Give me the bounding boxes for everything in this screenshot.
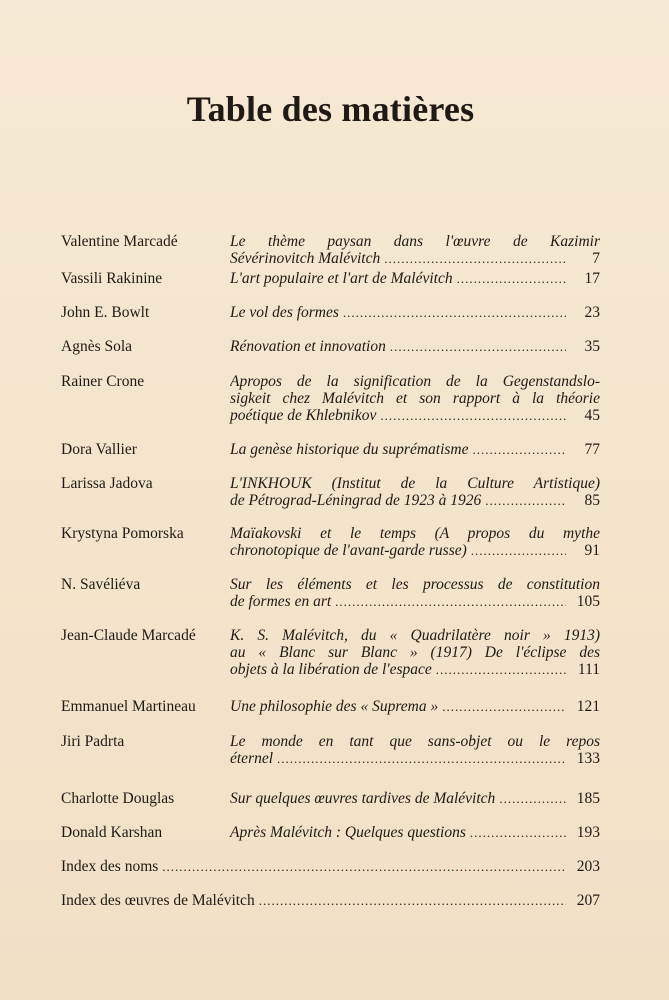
entry-title-line: de Pétrograd-Léningrad de 1923 à 1926 (230, 492, 482, 509)
page-number: 133 (576, 750, 600, 767)
entry-author: Charlotte Douglas (61, 790, 175, 807)
entry-title-line: Rénovation et innovation (230, 338, 386, 355)
entry-title-line: Le thème paysan dans l'œuvre de Kazimir (230, 233, 600, 250)
entry-title-line: de formes en art (230, 593, 332, 610)
entry-title-line: Le monde en tant que sans-objet ou le repos (230, 733, 600, 750)
entry-title-line: au « Blanc sur Blanc » (1917) De l'éclipse des (230, 644, 600, 661)
entry-title (230, 576, 600, 610)
entry-author: Emmanuel Martineau (61, 698, 196, 715)
entry-title-line: L'art populaire et l'art de Malévitch (230, 270, 453, 287)
entry-title-last-line (230, 790, 600, 807)
entry-title (230, 233, 600, 267)
entry-title-last-line (230, 441, 600, 458)
index-entry (61, 892, 600, 910)
dot-leader (162, 859, 566, 875)
page-number: 35 (584, 338, 600, 355)
dot-leader (335, 593, 566, 610)
entry-author: Dora Vallier (61, 441, 137, 458)
entry-title-line: Apropos de la signification de la Gegenstandslo- (230, 373, 600, 390)
entry-title (230, 627, 600, 678)
entry-title-last-line (230, 338, 600, 355)
entry-author: Jiri Padrta (61, 733, 125, 750)
dot-leader (343, 304, 566, 321)
page-number: 17 (584, 270, 600, 287)
entry-title-last-line (230, 750, 600, 767)
entry-title (230, 475, 600, 509)
index-label: Index des noms (61, 858, 159, 875)
entry-title-last-line (230, 542, 600, 559)
page-number: 121 (576, 698, 600, 715)
entry-title-line: poétique de Khlebnikov (230, 407, 377, 424)
entry-title (230, 790, 600, 807)
entry-author: Rainer Crone (61, 373, 145, 390)
entry-author: N. Savéliéva (61, 576, 141, 593)
entry-title-last-line (230, 270, 600, 287)
dot-leader (436, 661, 566, 678)
entry-title-line: La genèse historique du suprématisme (230, 441, 469, 458)
dot-leader (380, 407, 566, 424)
entry-title-last-line (230, 698, 600, 715)
entry-title-last-line (230, 304, 600, 321)
entry-title (230, 525, 600, 559)
dot-leader (471, 542, 566, 559)
entry-author: Jean-Claude Marcadé (61, 627, 196, 644)
dot-leader (390, 338, 566, 355)
entry-title-line: L'INKHOUK (Institut de la Culture Artistique) (230, 475, 600, 492)
entry-title-last-line (230, 593, 600, 610)
page-number: 91 (584, 542, 600, 559)
page-number: 203 (576, 858, 600, 875)
page-number: 111 (577, 661, 600, 678)
page-number: 185 (576, 790, 600, 807)
entry-author: Larissa Jadova (61, 475, 153, 492)
page-number: 193 (576, 824, 600, 841)
entry-title (230, 338, 600, 355)
entry-title-line: Sévérinovitch Malévitch (230, 250, 381, 267)
entry-title-line: Maïakovski et le temps (A propos du mythe (230, 525, 600, 542)
dot-leader (457, 270, 566, 287)
entry-author: Donald Karshan (61, 824, 163, 841)
entry-title-line: sigkeit chez Malévitch et son rapport à la théorie (230, 390, 600, 407)
entry-title-last-line (230, 492, 600, 509)
page-number: 105 (576, 593, 600, 610)
dot-leader (384, 250, 566, 267)
entry-title-last-line (230, 407, 600, 424)
entry-title (230, 441, 600, 458)
entry-title-line: Une philosophie des « Suprema » (230, 698, 439, 715)
entry-title (230, 270, 600, 287)
dot-leader (473, 441, 566, 458)
entry-title-line: Le vol des formes (230, 304, 339, 321)
index-entry (61, 858, 600, 876)
entry-title (230, 304, 600, 321)
entry-author: John E. Bowlt (61, 304, 150, 321)
page-number: 77 (584, 441, 600, 458)
entry-title-line: éternel (230, 750, 274, 767)
dot-leader (499, 790, 566, 807)
page-number: 45 (584, 407, 600, 424)
entry-title (230, 373, 600, 424)
dot-leader (259, 893, 566, 909)
entry-title (230, 733, 600, 767)
entry-title-line: objets à la libération de l'espace (230, 661, 432, 678)
entry-title-line: Après Malévitch : Quelques questions (230, 824, 466, 841)
page-title: Table des matières (186, 89, 475, 129)
entry-title-line: chronotopique de l'avant-garde russe) (230, 542, 467, 559)
entry-title-last-line (230, 661, 600, 678)
entry-author: Agnès Sola (61, 338, 133, 355)
entry-title-line: Sur les éléments et les processus de constitution (230, 576, 600, 593)
page-number: 7 (592, 250, 600, 267)
page-number: 23 (584, 304, 600, 321)
entry-title (230, 824, 600, 841)
dot-leader (277, 750, 566, 767)
entry-title (230, 698, 600, 715)
entry-author: Krystyna Pomorska (61, 525, 184, 542)
index-label: Index des œuvres de Malévitch (61, 892, 255, 909)
entry-author: Vassili Rakinine (61, 270, 163, 287)
entry-title-last-line (230, 824, 600, 841)
dot-leader (485, 492, 566, 509)
dot-leader (442, 698, 566, 715)
entry-title-line: Sur quelques œuvres tardives de Malévitch (230, 790, 496, 807)
page-number: 85 (584, 492, 600, 509)
page-number: 207 (576, 892, 600, 909)
entry-author: Valentine Marcadé (61, 233, 178, 250)
dot-leader (470, 824, 566, 841)
entry-title-last-line (230, 250, 600, 267)
entry-title-line: K. S. Malévitch, du « Quadrilatère noir » 1913) (230, 627, 600, 644)
